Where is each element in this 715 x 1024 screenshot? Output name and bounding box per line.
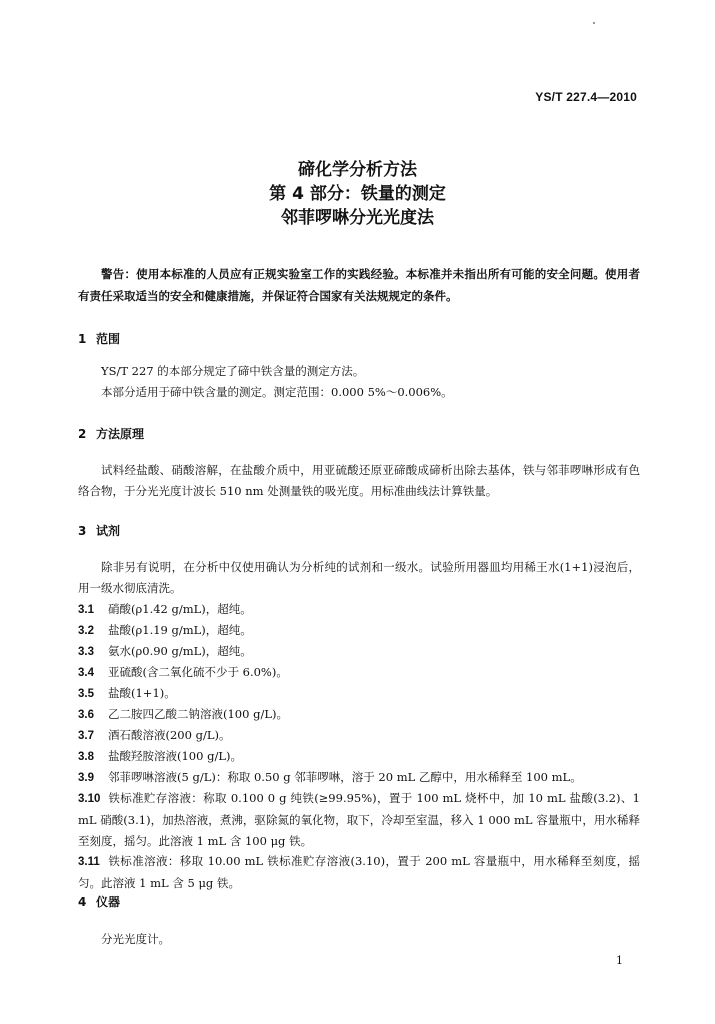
reagent-item — [78, 599, 640, 621]
item-text: 盐酸(1+1)。 — [108, 686, 176, 700]
document-title — [0, 158, 715, 230]
section-number: 4 — [78, 895, 87, 909]
item-text: 亚硫酸(含二氧化硫不少于 6.0%)。 — [108, 665, 288, 679]
title-line-3: 邻菲啰啉分光光度法 — [281, 208, 434, 228]
item-number: 3.3 — [78, 646, 94, 658]
section-3-para-1: 除非另有说明，在分析中仅使用确认为分析纯的试剂和一级水。试验所用器皿均用稀王水(1+1)浸泡后，用一级水彻底清洗。 — [78, 560, 640, 595]
page-number: 1 — [616, 954, 623, 967]
item-number: 3.8 — [78, 751, 94, 763]
section-number: 3 — [78, 524, 87, 538]
item-text: 盐酸羟胺溶液(100 g/L)。 — [108, 749, 242, 763]
item-number: 3.11 — [78, 856, 100, 868]
reagent-item — [78, 662, 640, 684]
item-number: 3.9 — [78, 772, 94, 784]
section-title: 方法原理 — [96, 427, 145, 441]
item-text: 盐酸(ρ1.19 g/mL)，超纯。 — [108, 623, 252, 637]
section-4-heading — [78, 893, 120, 910]
section-3-heading — [78, 522, 120, 539]
item-number: 3.5 — [78, 688, 94, 700]
reagent-item — [78, 788, 640, 852]
item-number: 3.1 — [78, 604, 94, 616]
section-title: 仪器 — [96, 895, 121, 909]
item-text: 氨水(ρ0.90 g/mL)，超纯。 — [108, 644, 252, 658]
item-number: 3.4 — [78, 667, 94, 679]
standard-code: YS/T 227.4—2010 — [535, 90, 637, 104]
item-text: 铁标准贮存溶液：称取 0.100 0 g 纯铁(≥99.95%)，置于 100 mL 烧杯中，加 10 mL 盐酸(3.2)、1 mL 硝酸(3.1)，加热溶液，煮沸，驱除氮的氧化物，取下，冷却至室温，移入 1 000 mL 容量瓶中，用水稀释至刻度，摇匀。此溶液 1 mL 含 100 μg 铁。 — [78, 791, 640, 848]
section-1-heading — [78, 330, 120, 347]
title-line-1: 碲化学分析方法 — [298, 160, 417, 180]
reagent-item — [78, 683, 640, 705]
reagent-item — [78, 767, 640, 789]
item-number: 3.7 — [78, 730, 94, 742]
item-text: 铁标准溶液：移取 10.00 mL 铁标准贮存溶液(3.10)，置于 200 mL 容量瓶中，用水稀释至刻度，摇匀。此溶液 1 mL 含 5 μg 铁。 — [78, 854, 640, 890]
section-number: 1 — [78, 332, 87, 346]
reagent-item — [78, 851, 640, 894]
section-title: 试剂 — [96, 524, 121, 538]
title-line-2: 第 4 部分：铁量的测定 — [269, 184, 446, 204]
item-number: 3.10 — [78, 793, 101, 805]
item-number: 3.2 — [78, 625, 94, 637]
section-2-heading — [78, 425, 144, 442]
section-1-para-1: YS/T 227 的本部分规定了碲中铁含量的测定方法。 — [101, 364, 365, 378]
section-number: 2 — [78, 427, 87, 441]
item-text: 硝酸(ρ1.42 g/mL)，超纯。 — [108, 602, 252, 616]
item-text: 乙二胺四乙酸二钠溶液(100 g/L)。 — [108, 707, 288, 721]
section-title: 范围 — [96, 332, 121, 346]
section-4-para-1: 分光光度计。 — [101, 932, 170, 946]
item-text: 酒石酸溶液(200 g/L)。 — [108, 728, 231, 742]
scan-speck — [593, 22, 595, 24]
item-number: 3.6 — [78, 709, 94, 721]
reagent-item — [78, 704, 640, 726]
item-text: 邻菲啰啉溶液(5 g/L)：称取 0.50 g 邻菲啰啉，溶于 20 mL 乙醇中，用水稀释至 100 mL。 — [108, 770, 582, 784]
reagent-item — [78, 725, 640, 747]
reagent-item — [78, 620, 640, 642]
safety-warning: 警告：使用本标准的人员应有正规实验室工作的实践经验。本标准并未指出所有可能的安全问题。使用者有责任采取适当的安全和健康措施，并保证符合国家有关法规规定的条件。 — [78, 267, 640, 303]
section-1-para-2: 本部分适用于碲中铁含量的测定。测定范围：0.000 5%～0.006%。 — [101, 385, 453, 399]
reagent-item — [78, 641, 640, 663]
reagent-item — [78, 746, 640, 768]
section-2-para-1: 试料经盐酸、硝酸溶解，在盐酸介质中，用亚硫酸还原亚碲酸成碲析出除去基体，铁与邻菲啰啉形成有色络合物，于分光光度计波长 510 nm 处测量铁的吸光度。用标准曲线法计算铁量。 — [78, 463, 640, 498]
